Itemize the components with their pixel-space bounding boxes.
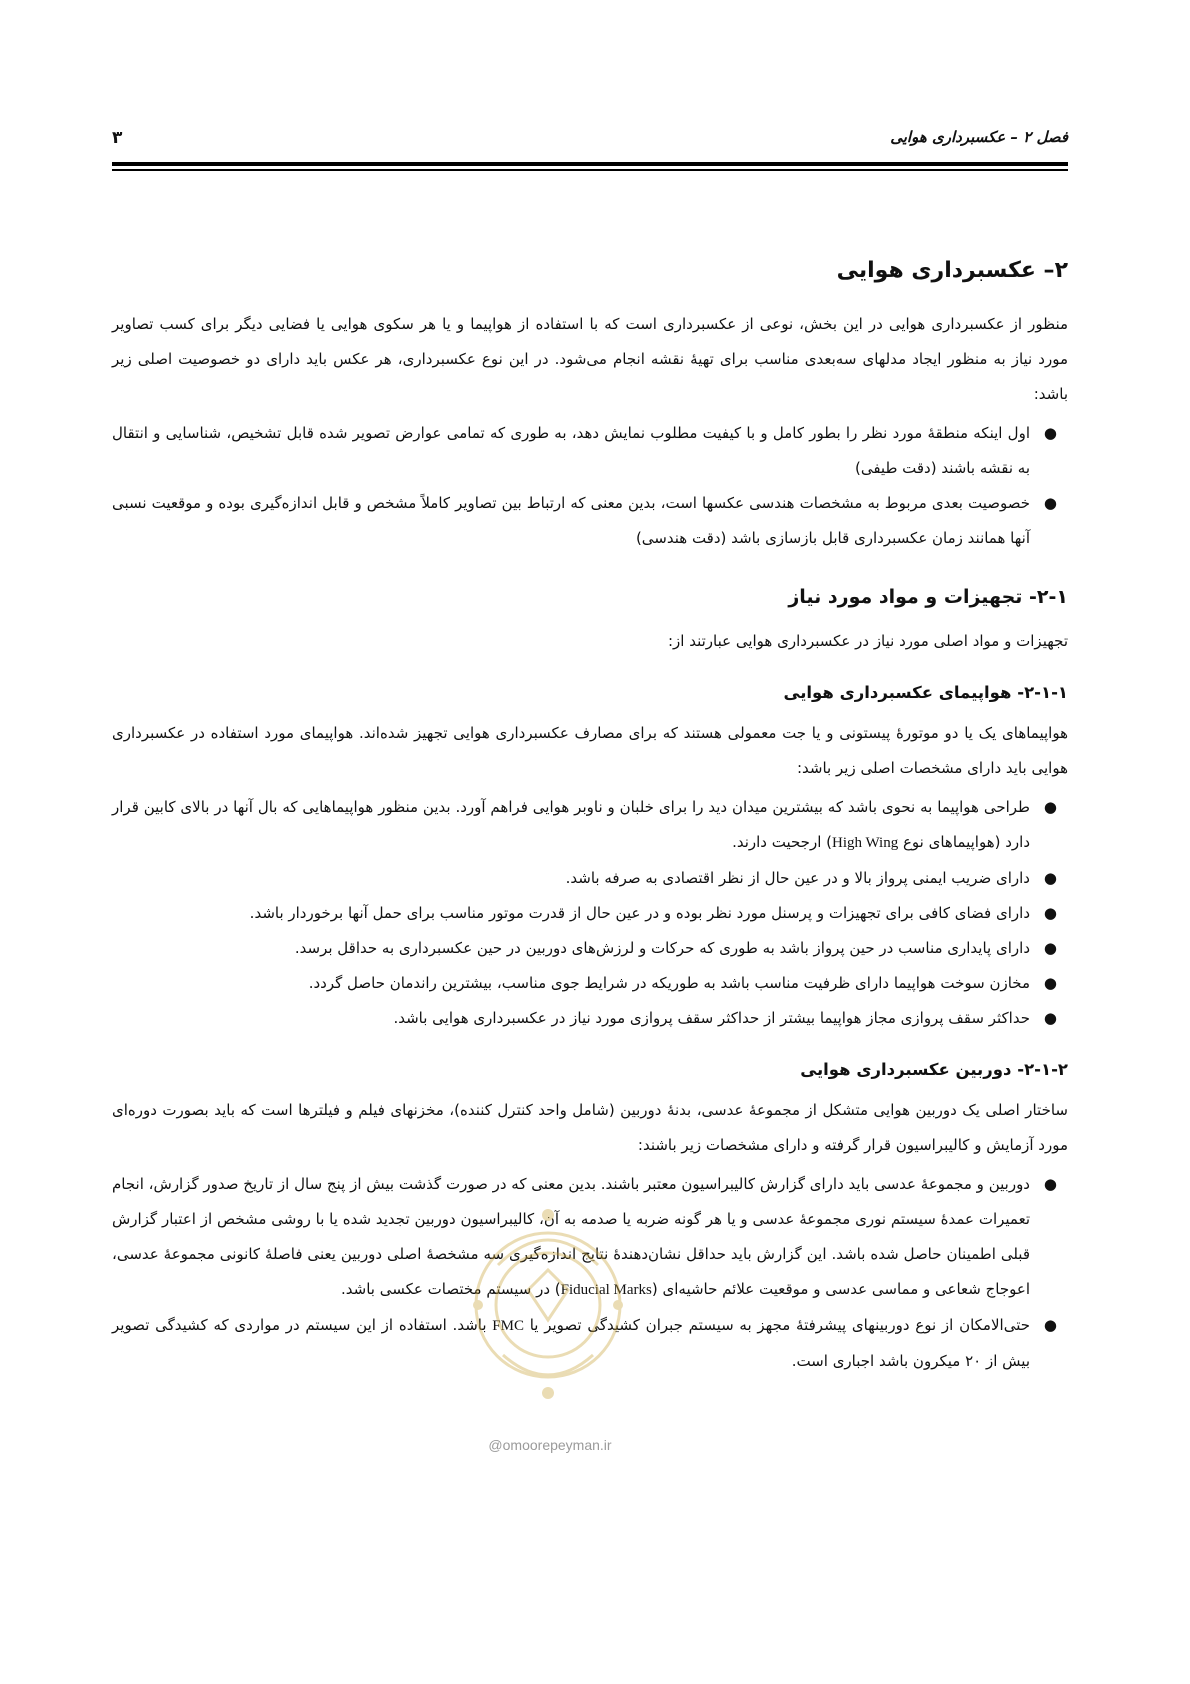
- page-number: ۳: [112, 128, 123, 148]
- list-item: ● دارای ضریب ایمنی پرواز بالا و در عین حال از نظر اقتصادی به صرفه باشد.: [112, 861, 1030, 896]
- list-item: ● اول اینکه منطقهٔ مورد نظر را بطور کامل و با کیفیت مطلوب نمایش دهد، به طوری که تمامی عوارض تصویر شده قابل تشخیص، شناسایی و انتقال به نقشه باشند (دقت طیفی): [112, 416, 1030, 486]
- camera-intro: ساختار اصلی یک دوربین هوایی متشکل از مجموعهٔ عدسی، بدنهٔ دوربین (شامل واحد کنترل کننده)، مخزنهای فیلم و فیلترها است که باید بصورت دوره‌ای مورد آزمایش و کالیبراسیون قرار گرفته و دارای مشخصات زیر باشند:: [112, 1101, 1068, 1154]
- list-item: ● مخازن سوخت هواپیما دارای ظرفیت مناسب باشد به طوریکه در شرایط جوی مناسب، بیشترین راندمان حاصل گردد.: [112, 966, 1030, 1001]
- running-header: [112, 128, 1068, 154]
- list-item: ● حداکثر سقف پروازی مجاز هواپیما بیشتر از حداکثر سقف پروازی مورد نیاز در عکسبرداری هوایی باشد.: [112, 1001, 1030, 1036]
- aircraft-bullet-list: [112, 790, 1068, 1036]
- bullet-icon: ●: [1043, 1175, 1057, 1193]
- list-item: ● دارای پایداری مناسب در حین پرواز باشد به طوری که حرکات و لرزش‌های دوربین در حین عکسبرداری به حداقل برسد.: [112, 931, 1030, 966]
- latin-term: FMC: [492, 1318, 524, 1334]
- bullet-icon: ●: [1043, 974, 1057, 992]
- bullet-icon: ●: [1043, 869, 1057, 887]
- list-item: ● طراحی هواپیما به نحوی باشد که بیشترین میدان دید را برای خلبان و ناوبر هوایی فراهم آورد. بدین منظور هواپیماهایی که بال آنها در بالای کابین قرار دارد (هواپیماهای نوع High Wing) ارجحیت دارند.: [112, 790, 1030, 861]
- subsection-title: ۲-۱- تجهیزات و مواد مورد نیاز: [788, 586, 1068, 608]
- bullet-icon: ●: [1043, 798, 1057, 816]
- bullet-icon: ●: [1043, 494, 1057, 512]
- list-item: ● خصوصیت بعدی مربوط به مشخصات هندسی عکسها است، بدین معنی که ارتباط بین تصاویر کاملاً مشخص و قابل اندازه‌گیری بوده و موقعیت نسبی آنها همانند زمان عکسبرداری قابل بازسازی باشد (دقت هندسی): [112, 486, 1030, 556]
- bullet-icon: ●: [1043, 904, 1057, 922]
- bullet-icon: ●: [1043, 424, 1057, 442]
- bullet-icon: ●: [1043, 939, 1057, 957]
- subsection-intro: تجهیزات و مواد اصلی مورد نیاز در عکسبرداری هوایی عبارتند از:: [667, 632, 1068, 650]
- list-item: ● دوربین و مجموعهٔ عدسی باید دارای گزارش کالیبراسیون معتبر باشند. بدین معنی که در صورت گذشت بیش از پنج سال از تاریخ صدور گزارش، انجام تعمیرات عمدهٔ سیستم نوری مجموعهٔ عدسی و یا هر گونه ضربه یا صدمه به آن، کالیبراسیون دوربین تجدید شده یا با روشی مشخص از اعتبار گزارش قبلی اطمینان حاصل شده باشد. این گزارش باید حداقل نشان‌دهندهٔ نتایج اندازه‌گیری سه مشخصهٔ اصلی دوربین یعنی فاصلهٔ کانونی مجموعهٔ عدسی، اعوجاج شعاعی و مماسی عدسی و موقعیت علائم حاشیه‌ای (Fiducial Marks) در سیستم مختصات عکسی باشد.: [112, 1167, 1030, 1308]
- watermark-seal-icon: [458, 1195, 638, 1415]
- aircraft-heading: ۲-۱-۱- هواپیمای عکسبرداری هوایی: [783, 683, 1068, 702]
- latin-term: High Wing: [831, 835, 899, 851]
- section-title: ۲– عکسبرداری هوایی: [836, 258, 1068, 283]
- section-intro: منظور از عکسبرداری هوایی در این بخش، نوعی از عکسبرداری است که با استفاده از هواپیما و یا هر سکوی هوایی یا فضایی دیگر برای کسب تصاویر مورد نیاز به منظور ایجاد مدلهای سه‌بعدی مناسب برای تهیهٔ نقشه انجام می‌شود. در این نوع عکسبرداری، هر عکس باید دارای دو خصوصیت اصلی زیر باشد:: [112, 315, 1068, 403]
- aircraft-intro: هواپیماهای یک یا دو موتورهٔ پیستونی و یا جت معمولی هستند که برای مصارف عکسبرداری هوایی تجهیز شده‌اند. هواپیمای مورد استفاده در عکسبرداری هوایی باید دارای مشخصات اصلی زیر باشد:: [112, 724, 1068, 777]
- list-item: ● دارای فضای کافی برای تجهیزات و پرسنل مورد نظر بوده و در عین حال از قدرت موتور مناسب برای حمل آنها برخوردار باشد.: [112, 896, 1030, 931]
- list-item: ● حتی‌الامکان از نوع دوربینهای پیشرفتهٔ مجهز به سیستم جبران کشیدگی تصویر یا FMC باشد. استفاده از این سیستم در مواردی که کشیدگی تصویر بیش از ۲۰ میکرون باشد اجباری است.: [112, 1308, 1030, 1379]
- header-rule-thick: [112, 162, 1068, 166]
- section-bullet-list: [112, 416, 1068, 556]
- chapter-title: فصل ۲ – عکسبرداری هوایی: [890, 128, 1068, 146]
- watermark-url: @omoorepeyman.ir: [488, 1437, 612, 1453]
- camera-heading: ۲-۱-۲- دوربین عکسبرداری هوایی: [800, 1060, 1068, 1079]
- header-rule-thin: [112, 169, 1068, 171]
- latin-term: Fiducial Marks: [560, 1282, 652, 1298]
- bullet-icon: ●: [1043, 1009, 1057, 1027]
- bullet-icon: ●: [1043, 1316, 1057, 1334]
